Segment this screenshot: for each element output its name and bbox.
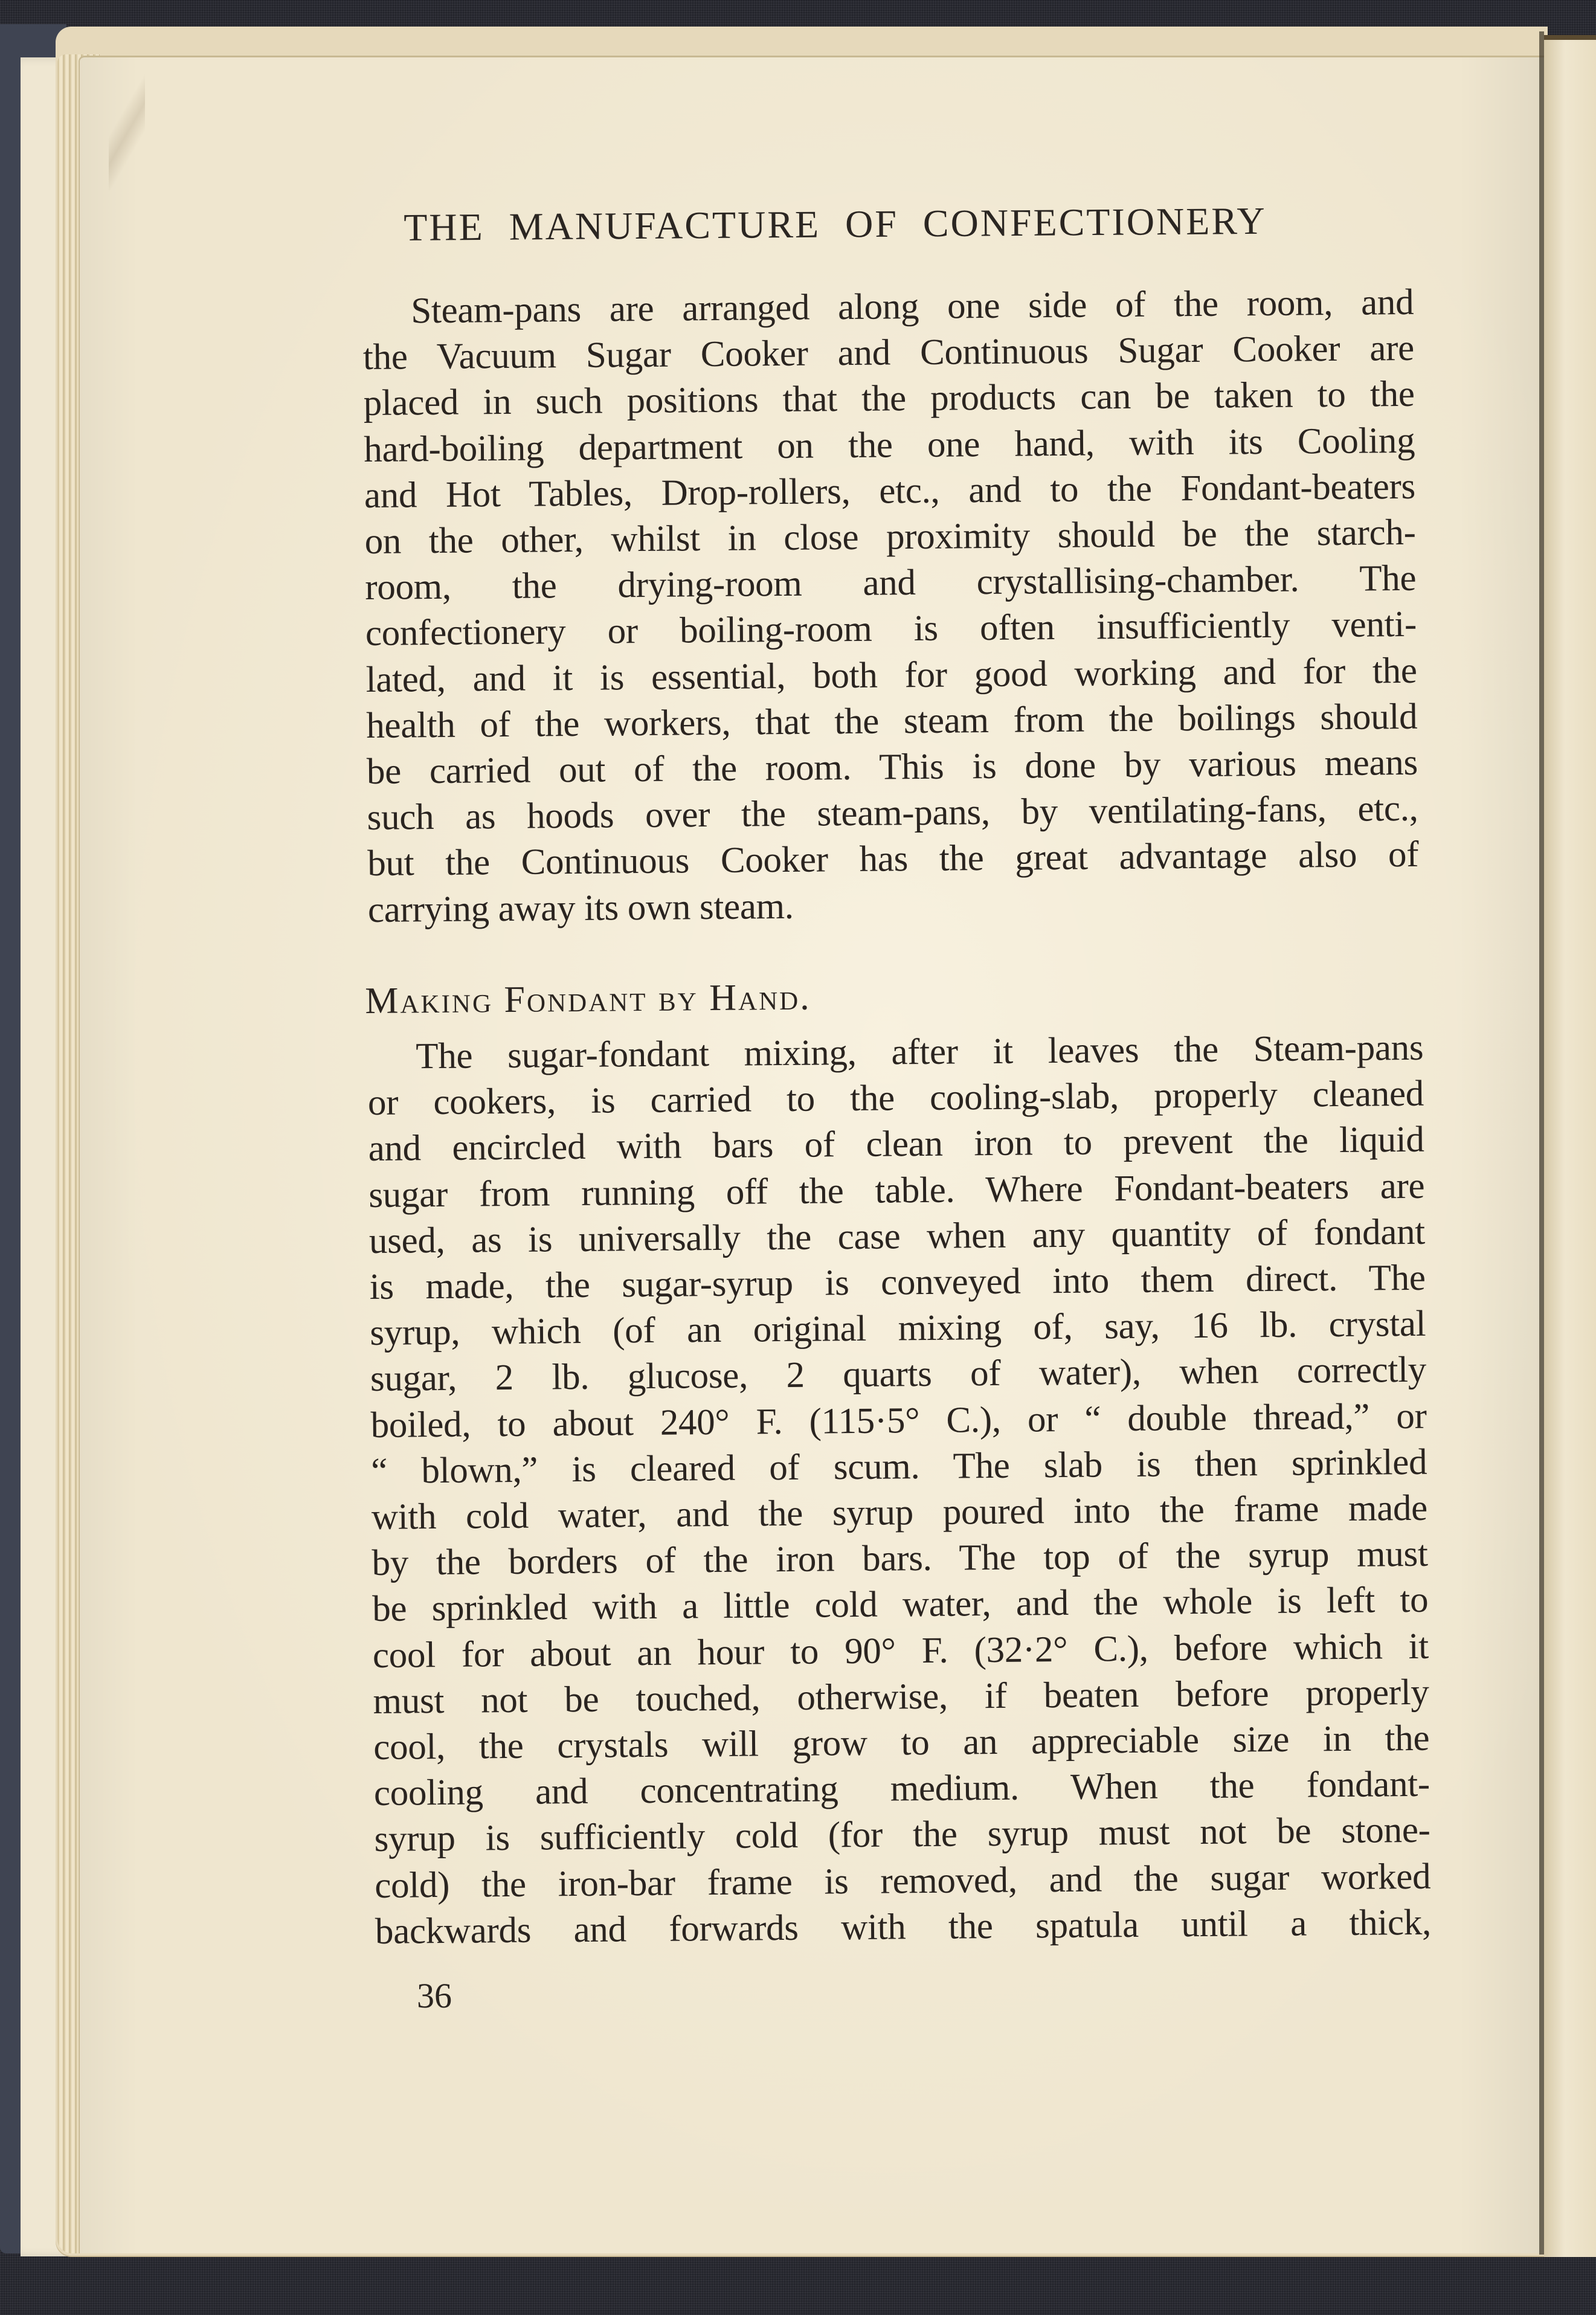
text-line: by the borders of the iron bars. The top of the syrup must (372, 1533, 1428, 1584)
text-line: backwards and forwards with the spatula until a thick, (375, 1902, 1432, 1952)
text-line: and encircled with bars of clean iron to prevent the liquid (368, 1119, 1424, 1170)
text-line: with cold water, and the syrup poured into the frame made (371, 1487, 1428, 1537)
text-line: The sugar-fondant mixing, after it leaves the Steam-pans (416, 1027, 1424, 1077)
text-line: syrup, which (of an original mixing of, say, 16 lb. crystal (370, 1303, 1426, 1354)
paragraph-1 (362, 280, 1419, 933)
text-line: carrying away its own steam. (367, 886, 794, 930)
text-line: such as hoods over the steam-pans, by ventilating-fans, etc., (367, 788, 1418, 839)
text-line: must not be touched, otherwise, if beaten before properly (373, 1672, 1429, 1722)
text-line: health of the workers, that the steam from the boilings should (366, 696, 1418, 746)
page-number: 36 (417, 1976, 452, 2015)
running-head: THE MANUFACTURE OF CONFECTIONERY (404, 199, 1267, 249)
text-line: be sprinkled with a little cold water, and the whole is left to (372, 1580, 1429, 1630)
text-line: used, as is universally the case when any quantity of fondant (368, 1211, 1426, 1261)
text-line: cooling and concentrating medium. When the fondant- (373, 1763, 1430, 1814)
text-line: cool for about an hour to 90° F. (32·2° C.), before which it (372, 1626, 1429, 1676)
text-line: but the Continuous Cooker has the great advantage also of (367, 834, 1419, 884)
text-line: cold) the iron-bar frame is removed, and the sugar worked (375, 1856, 1431, 1906)
text-line: syrup is sufficiently cold (for the syrup must not be stone- (374, 1810, 1430, 1860)
text-line: sugar from running off the table. Where Fondant-beaters are (368, 1165, 1425, 1215)
text-line: hard-boiling department on the one hand, with its Cooling (364, 420, 1415, 470)
section-heading: Making Fondant by Hand. (365, 976, 811, 1022)
text-line: on the other, whilst in close proximity should be the starch- (364, 512, 1416, 562)
text-line: placed in such positions that the products can be taken to the (363, 374, 1415, 424)
text-line: and Hot Tables, Drop-rollers, etc., and to the Fondant-beaters (364, 466, 1416, 516)
paragraph-2 (367, 1025, 1431, 1955)
text-line: the Vacuum Sugar Cooker and Continuous Sugar Cooker are (362, 328, 1415, 378)
text-line: cool, the crystals will grow to an appreciable size in the (373, 1718, 1430, 1768)
text-line: lated, and it is essential, both for good working and for the (365, 650, 1417, 700)
text-line: confectionery or boiling-room is often insufficiently venti- (365, 604, 1417, 654)
text-line: Steam-pans are arranged along one side of the room, and (411, 282, 1414, 332)
text-line: room, the drying-room and crystallising-chamber. The (365, 558, 1417, 608)
text-line: be carried out of the room. This is done by various means (366, 742, 1418, 792)
text-line: is made, the sugar-syrup is conveyed into them direct. The (369, 1257, 1426, 1307)
text-line: “ blown,” is cleared of scum. The slab is then sprinkled (371, 1441, 1427, 1492)
text-line: sugar, 2 lb. glucose, 2 quarts of water), when correctly (370, 1350, 1427, 1400)
text-line: boiled, to about 240° F. (115·5° C.), or “ double thread,” or (370, 1396, 1427, 1446)
text-line: or cookers, is carried to the cooling-slab, properly cleaned (367, 1073, 1424, 1124)
